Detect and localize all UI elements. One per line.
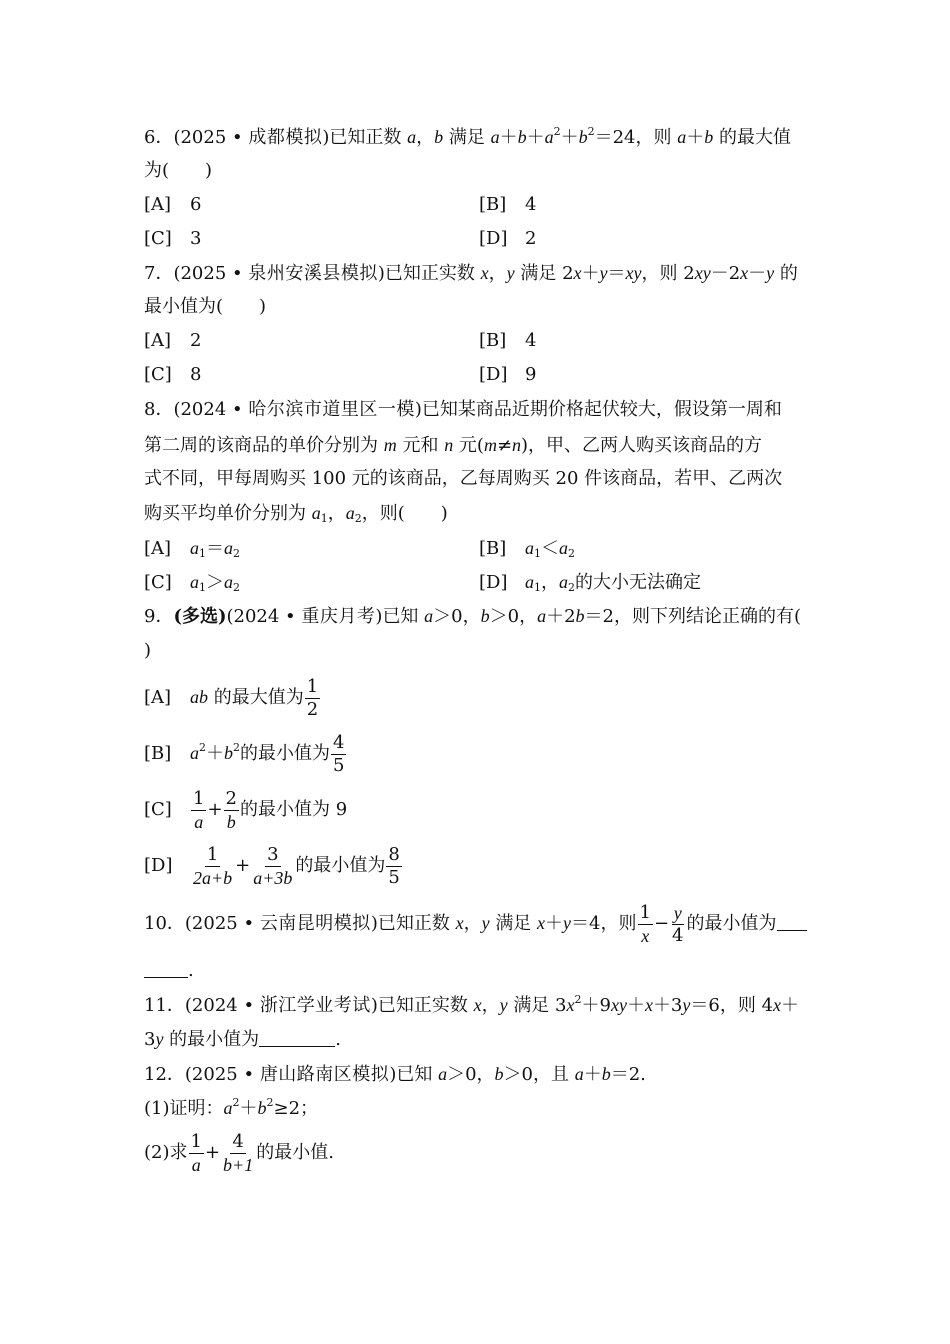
fraction: $\frac{1}{a}$ <box>190 1130 202 1175</box>
fraction: $\frac{y}{4}$ <box>672 902 684 946</box>
q9-option-a: [A] ab 的最大值为 $\frac{1}{2}$ <box>144 675 319 720</box>
q9-option-c: [C] $\frac{1}{a}$ + $\frac{2}{b}$ 的最小值为 9 <box>144 787 348 832</box>
fraction: $\frac{3}{a+3b}$ <box>253 843 293 888</box>
fraction: $\frac{4}{b+1}$ <box>223 1130 254 1175</box>
q9-option-d: [D] $\frac{1}{2a+b}$ + $\frac{3}{a+3b}$ 的最小值为 $\frac{8}{5}$ <box>144 843 400 888</box>
q8-line3: 式不同，甲每周购买 100 元的该商品，乙每周购买 20 件该商品，若甲、乙两次 <box>144 468 783 489</box>
q6-line2: 为( ) <box>144 160 213 181</box>
q8-line4: 购买平均单价分别为 $a_1$，$a_2$，则( ) <box>144 503 448 525</box>
fraction: $\frac{1}{x}$ <box>639 901 651 946</box>
q8-line1: 8．(2024 • 哈尔滨市道里区一模)已知某商品近期价格起伏较大，假设第一周和 <box>144 399 782 420</box>
answer-blank[interactable] <box>777 912 807 931</box>
q11-line2: 3y 的最小值为 . <box>144 1029 341 1050</box>
q7-option-b: [B] 4 <box>479 330 537 351</box>
q8-option-c: [C] $a_1>a_2$ <box>144 572 240 594</box>
q9-line2: ) <box>144 640 152 661</box>
fraction: $\frac{4}{5}$ <box>333 731 345 776</box>
q6-option-a: [A] 6 <box>144 194 202 215</box>
q9-line1: 9．(多选)(2024 • 重庆月考)已知 a＞0，b＞0，a＋2b＝2，则下列结论正确的有( <box>144 606 802 627</box>
q11-line1: 11．(2024 • 浙江学业考试)已知正实数 x，y 满足 $3x^2+9xy+x+3y=6$，则 4x＋ <box>144 993 800 1016</box>
q6-option-c: [C] 3 <box>144 228 202 249</box>
fraction: $\frac{8}{5}$ <box>388 843 400 888</box>
q7-option-d: [D] 9 <box>479 364 537 385</box>
q6-option-b: [B] 4 <box>479 194 537 215</box>
answer-blank[interactable] <box>144 959 188 978</box>
q12-part1: (1)证明：$a^2+b^2\ge 2$； <box>144 1096 319 1119</box>
q9-option-b: [B] $a^2+b^2$的最小值为 $\frac{4}{5}$ <box>144 731 345 776</box>
q7-option-c: [C] 8 <box>144 364 202 385</box>
q6-line1: 6．(2025 • 成都模拟)已知正数 a，b 满足 $a+b+a^2+b^2=24$，则 a＋b 的最大值 <box>144 125 791 148</box>
answer-blank[interactable] <box>259 1028 335 1047</box>
fraction: $\frac{2}{b}$ <box>225 787 237 832</box>
q12-part2: (2)求 $\frac{1}{a}$ + $\frac{4}{b+1}$ 的最小值. <box>144 1130 334 1175</box>
q7-line2: 最小值为( ) <box>144 296 267 317</box>
fraction: $\frac{1}{a}$ <box>193 787 205 832</box>
q12-line1: 12．(2025 • 唐山路南区模拟)已知 a＞0，b＞0，且 a＋b＝2. <box>144 1064 646 1085</box>
q10-line1: 10．(2025 • 云南昆明模拟)已知正数 x，y 满足 x＋y＝4，则 $\frac{1}{x}$ − $\frac{y}{4}$ 的最小值为 <box>144 899 807 948</box>
q7-line1: 7．(2025 • 泉州安溪县模拟)已知正实数 x，y 满足 2x＋y＝xy，则 2xy－2x－y 的 <box>144 263 798 284</box>
fraction: $\frac{1}{2a+b}$ <box>193 843 233 888</box>
fraction: $\frac{1}{2}$ <box>306 675 319 720</box>
q8-line2: 第二周的该商品的单价分别为 m 元和 n 元(m≠n)，甲、乙两人购买该商品的方 <box>144 435 763 456</box>
q7-option-a: [A] 2 <box>144 330 202 351</box>
q8-option-d: [D] $a_1$，$a_2$的大小无法确定 <box>479 572 701 594</box>
q8-option-a: [A] $a_1=a_2$ <box>144 538 240 560</box>
q8-option-b: [B] $a_1<a_2$ <box>479 538 575 560</box>
q10-line2: . <box>144 957 808 985</box>
q6-option-d: [D] 2 <box>479 228 537 249</box>
